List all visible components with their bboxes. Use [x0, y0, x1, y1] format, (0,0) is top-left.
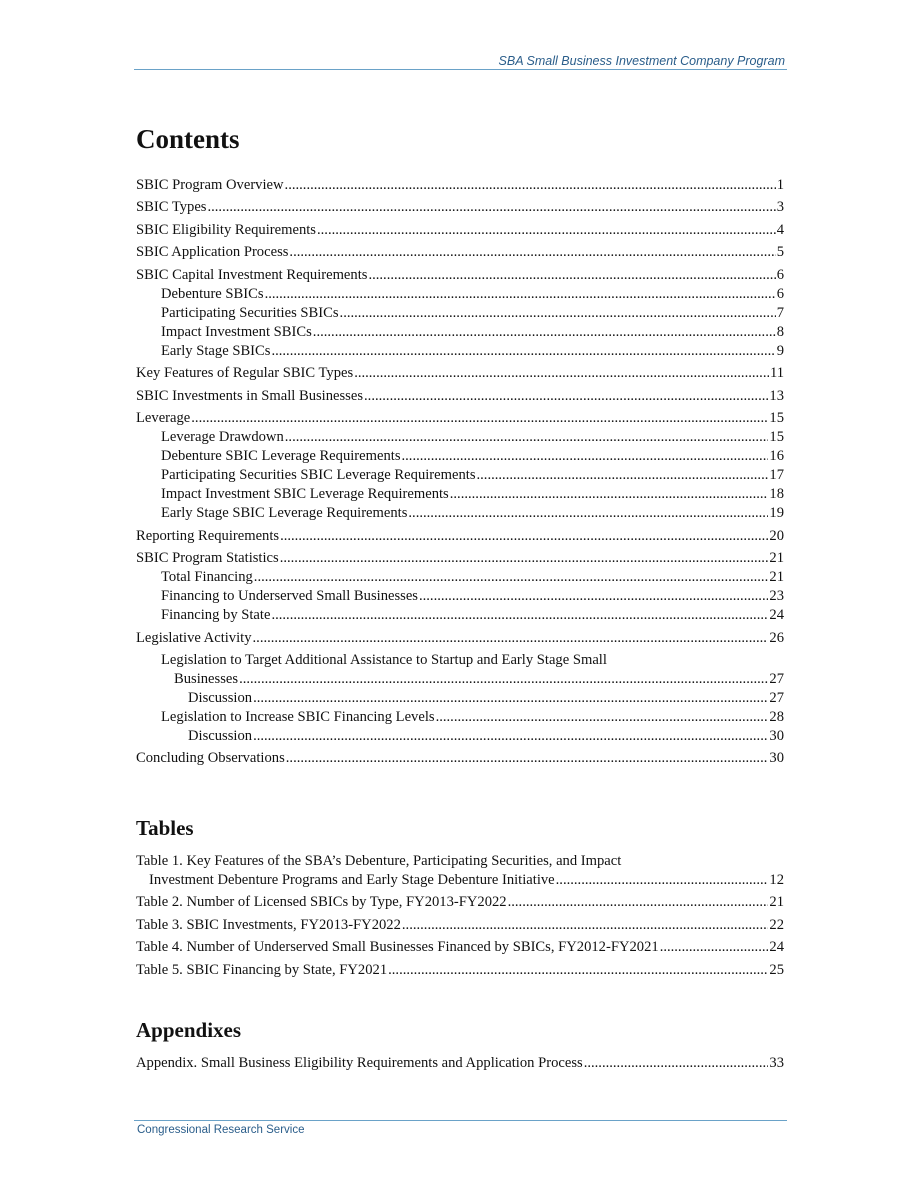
- appendixes-heading: Appendixes: [136, 1018, 242, 1042]
- toc-entry[interactable]: SBIC Application Process ..... 5: [136, 243, 784, 262]
- table-entry[interactable]: Investment Debenture Programs and Early Stage Debenture Initiative ..... 12: [136, 871, 784, 890]
- toc-entry[interactable]: SBIC Types ..... 3: [136, 198, 784, 217]
- toc-subentry[interactable]: Debenture SBIC Leverage Requirements ..... 16: [136, 447, 784, 466]
- toc-entry[interactable]: Legislative Activity ..... 26: [136, 629, 784, 648]
- contents-list: [136, 172, 784, 768]
- toc-entry[interactable]: Reporting Requirements ..... 20: [136, 527, 784, 546]
- footer-rule: [134, 1120, 787, 1121]
- toc-subentry[interactable]: Participating Securities SBIC Leverage Requirements ..... 17: [136, 466, 784, 485]
- toc-entry[interactable]: Key Features of Regular SBIC Types ..... 11: [136, 364, 784, 383]
- running-footer: Congressional Research Service: [137, 1124, 305, 1136]
- toc-entry[interactable]: SBIC Program Statistics ..... 21: [136, 549, 784, 568]
- tables-list: [136, 848, 784, 980]
- toc-subentry[interactable]: Financing to Underserved Small Businesses ..... 23: [136, 587, 784, 606]
- tables-heading: Tables: [136, 816, 194, 840]
- toc-subentry[interactable]: Total Financing ..... 21: [136, 568, 784, 587]
- toc-subentry[interactable]: Legislation to Increase SBIC Financing Levels ..... 28: [136, 708, 784, 727]
- toc-subentry[interactable]: Participating Securities SBICs ..... 7: [136, 304, 784, 323]
- header-rule: [134, 69, 787, 70]
- running-header: SBA Small Business Investment Company Program: [498, 54, 785, 68]
- table-entry[interactable]: Table 3. SBIC Investments, FY2013-FY2022 ..... 22: [136, 916, 784, 935]
- toc-entry[interactable]: SBIC Program Overview ..... 1: [136, 176, 784, 195]
- toc-subentry[interactable]: Debenture SBICs ..... 6: [136, 285, 784, 304]
- toc-entry[interactable]: Leverage ..... 15: [136, 409, 784, 428]
- toc-subentry[interactable]: Impact Investment SBICs ..... 8: [136, 323, 784, 342]
- toc-subsubentry[interactable]: Discussion ..... 30: [136, 727, 784, 746]
- table-entry-line1[interactable]: Table 1. Key Features of the SBA’s Debenture, Participating Securities, and Impact: [136, 852, 622, 869]
- table-entry[interactable]: Table 2. Number of Licensed SBICs by Type, FY2013-FY2022 ..... 21: [136, 893, 784, 912]
- appendixes-list: [136, 1050, 784, 1073]
- appendix-entry[interactable]: Appendix. Small Business Eligibility Requirements and Application Process ..... 33: [136, 1054, 784, 1073]
- toc-entry[interactable]: SBIC Investments in Small Businesses ..... 13: [136, 387, 784, 406]
- table-entry[interactable]: Table 4. Number of Underserved Small Businesses Financed by SBICs, FY2012-FY2021 ..... 24: [136, 938, 784, 957]
- toc-subentry[interactable]: Early Stage SBICs ..... 9: [136, 342, 784, 361]
- toc-entry[interactable]: Concluding Observations ..... 30: [136, 749, 784, 768]
- table-entry[interactable]: Table 5. SBIC Financing by State, FY2021 ..... 25: [136, 961, 784, 980]
- toc-subentry[interactable]: Businesses ..... 27: [136, 670, 784, 689]
- toc-subentry[interactable]: Early Stage SBIC Leverage Requirements ..... 19: [136, 504, 784, 523]
- contents-heading: Contents: [136, 124, 240, 154]
- toc-entry[interactable]: SBIC Capital Investment Requirements ..... 6: [136, 266, 784, 285]
- toc-subentry[interactable]: Financing by State ..... 24: [136, 606, 784, 625]
- toc-subentry[interactable]: Impact Investment SBIC Leverage Requirements ..... 18: [136, 485, 784, 504]
- toc-subentry[interactable]: Leverage Drawdown ..... 15: [136, 428, 784, 447]
- toc-subsubentry[interactable]: Discussion ..... 27: [136, 689, 784, 708]
- toc-entry[interactable]: SBIC Eligibility Requirements ..... 4: [136, 221, 784, 240]
- toc-subentry-line1[interactable]: Legislation to Target Additional Assistance to Startup and Early Stage Small: [161, 651, 607, 668]
